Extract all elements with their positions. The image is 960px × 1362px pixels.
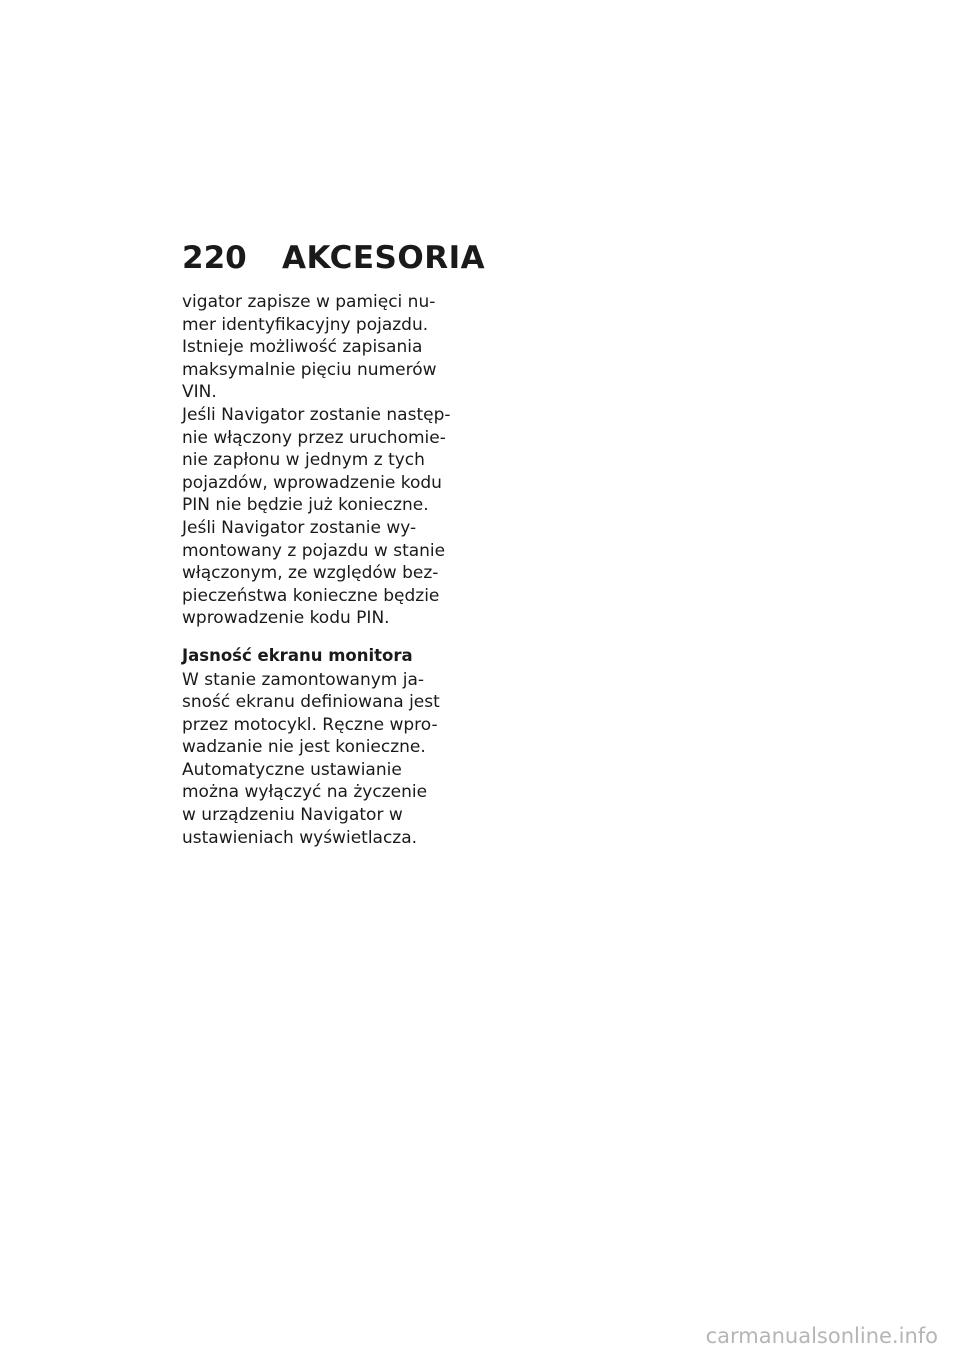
watermark: carmanualsonline.info [705,1324,938,1348]
text-line: włączonym, ze względów bez- [182,563,439,584]
section-title: AKCESORIA [282,240,486,276]
paragraph-screen-brightness [182,669,472,759]
paragraph-pin-not-needed [182,404,472,517]
text-line: ustawieniach wyświetlacza. [182,827,418,848]
text-line: W stanie zamontowanym ja- [182,669,425,690]
paragraph-vin-memory [182,291,472,404]
text-line: w urządzeniu Navigator w [182,805,403,826]
text-line: sność ekranu definiowana jest [182,692,440,713]
text-line: nie włączony przez uruchomie- [182,427,446,448]
text-line: maksymalnie pięciu numerów [182,359,437,380]
text-line: Jeśli Navigator zostanie następ- [182,404,451,425]
text-line: nie zapłonu w jednym z tych [182,450,425,471]
page-header [182,238,486,278]
body-text [182,291,472,849]
subsection-heading: Jasność ekranu monitora [182,645,413,665]
paragraph-auto-setting [182,759,472,849]
text-line: pieczeństwa konieczne będzie [182,585,440,606]
text-line: vigator zapisze w pamięci nu- [182,292,436,312]
text-line: można wyłączyć na życzenie [182,782,428,803]
page-number: 220 [182,240,247,276]
text-line: PIN nie będzie już konieczne. [182,495,429,516]
text-line: VIN. [182,382,217,403]
paragraph-pin-required [182,517,472,630]
text-line: wprowadzenie kodu PIN. [182,608,390,629]
text-line: przez motocykl. Ręczne wpro- [182,714,438,735]
text-line: wadzanie nie jest konieczne. [182,737,426,758]
text-line: Automatyczne ustawianie [182,759,402,780]
text-line: Istnieje możliwość zapisania [182,337,423,358]
text-line: Jeśli Navigator zostanie wy- [182,517,417,538]
text-line: montowany z pojazdu w stanie [182,540,446,561]
text-line: pojazdów, wprowadzenie kodu [182,472,442,493]
text-line: mer identyfikacyjny pojazdu. [182,314,429,335]
